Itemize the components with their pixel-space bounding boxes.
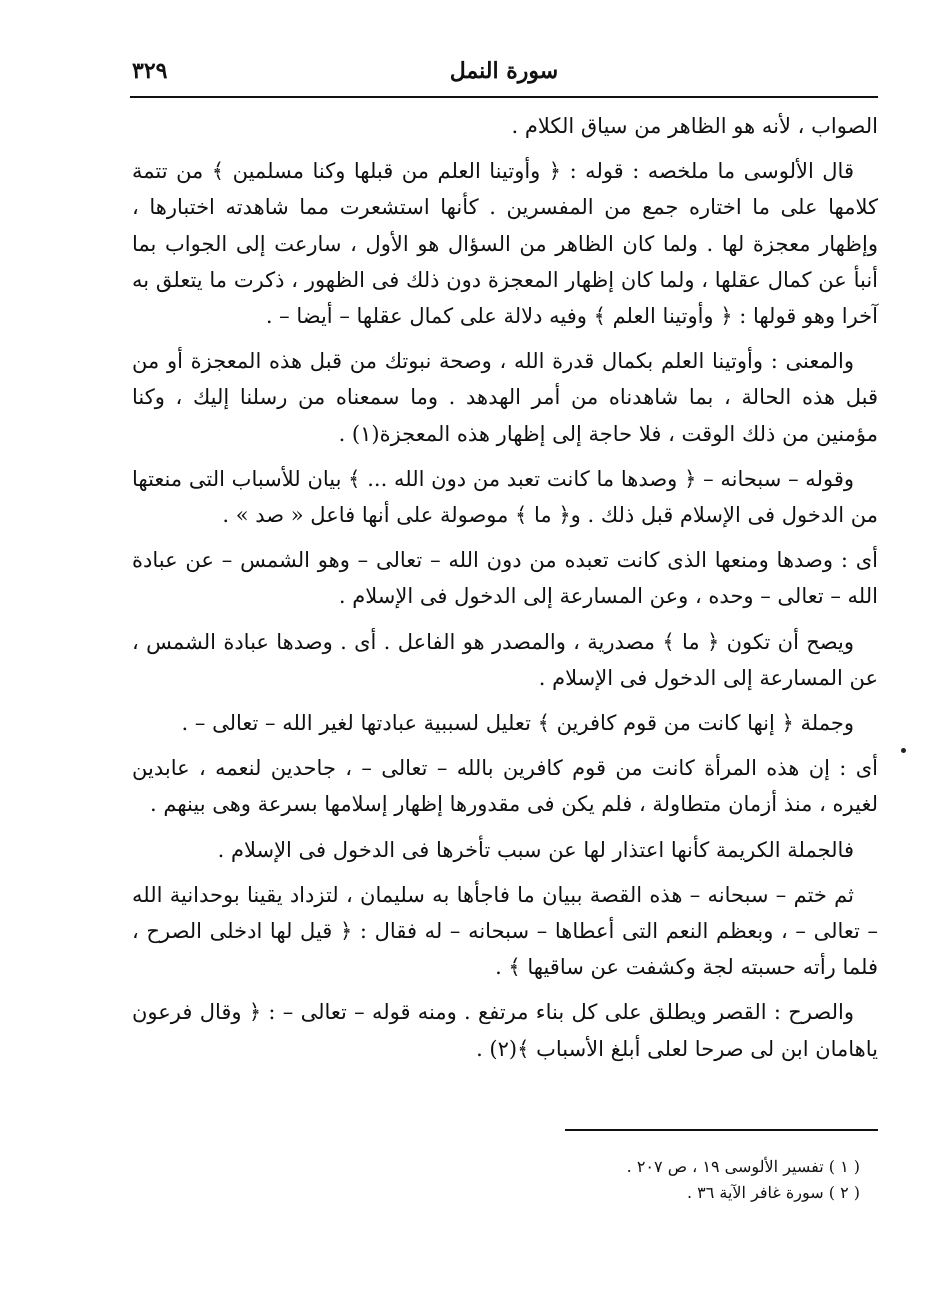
paragraph: الصواب ، لأنه هو الظاهر من سياق الكلام . (511, 114, 878, 138)
body-text (132, 108, 878, 1076)
paragraph: ثم ختم – سبحانه – هذه القصة ببيان ما فاجأها به سليمان ، لتزداد يقينا بوحدانية الله – تعالى – ، وبعظم النعم التى أعطاها – سبحانه – له فقال : ﴿ قيل لها ادخلى الصرح ، فلما رأته حسبته لجة وكشفت عن ساقيها ﴾ . (132, 882, 878, 980)
paragraph: وقوله – سبحانه – ﴿ وصدها ما كانت تعبد من دون الله ... ﴾ بيان للأسباب التى منعتها من الدخول فى الإسلام قبل ذلك . و﴿ ما ﴾ موصولة على أنها فاعل « صد » . (132, 466, 878, 528)
surah-title: سورة النمل (449, 58, 559, 84)
paragraph: أى : إن هذه المرأة كانت من قوم كافرين بالله – تعالى – ، جاحدين لنعمه ، عابدين لغيره ، منذ أزمان متطاولة ، فلم يكن فى مقدورها إظهار إسلامها بسرعة وهى بينهم . (132, 756, 878, 817)
paragraph: قال الألوسى ما ملخصه : قوله : ﴿ وأوتينا العلم من قبلها وكنا مسلمين ﴾ من تتمة كلامها على ما اختاره جمع من المفسرين . كأنها استشعرت مما شاهدته اختبارها ، وإظهار معجزة لها . ولما كان الظاهر من السؤال هو الأول ، سارعت إلى الجواب بما أنبأ عن كمال عقلها ، ولما كان إظهار المعجزة دون ذلك فى الظهور ، ذكرت ما يتعلق به آخرا وهو قولها : ﴿ وأوتينا العلم ﴾ وفيه دلالة على كمال عقلها – أيضا – . (132, 159, 878, 329)
footnote-separator (565, 1129, 878, 1131)
paragraph: وجملة ﴿ إنها كانت من قوم كافرين ﴾ تعليل لسببية عبادتها لغير الله – تعالى – . (181, 711, 854, 736)
footnotes (430, 1154, 860, 1206)
page-header (130, 56, 878, 98)
footnote: ( ٢ ) سورة غافر الآية ٣٦ . (686, 1183, 860, 1202)
paragraph: والصرح : القصر ويطلق على كل بناء مرتفع . ومنه قوله – تعالى – : ﴿ وقال فرعون ياهامان ابن لى صرحا لعلى أبلغ الأسباب ﴾(٢) . (132, 1000, 878, 1061)
paragraph: فالجملة الكريمة كأنها اعتذار لها عن سبب تأخرها فى الدخول فى الإسلام . (217, 837, 854, 862)
paragraph: أى : وصدها ومنعها الذى كانت تعبده من دون الله – تعالى – وهو الشمس – عن عبادة الله – تعالى – وحده ، وعن المسارعة إلى الدخول فى الإسلام . (132, 548, 878, 609)
paragraph: ويصح أن تكون ﴿ ما ﴾ مصدرية ، والمصدر هو الفاعل . أى . وصدها عبادة الشمس ، عن المسارعة إلى الدخول فى الإسلام . (132, 629, 878, 690)
paragraph: والمعنى : وأوتينا العلم بكمال قدرة الله ، وصحة نبوتك من قبل هذه المعجزة أو من قبل هذه الحالة ، بما شاهدناه من أمر الهدهد . وما سمعناه من رسلنا إليك ، وكنا مؤمنين من ذلك الوقت ، فلا حاجة إلى إظهار هذه المعجزة(١) . (132, 349, 878, 446)
footnote: ( ١ ) تفسير الألوسى ١٩ ، ص ٢٠٧ . (626, 1157, 860, 1176)
margin-dot (901, 748, 906, 753)
page-number: ٣٢٩ (132, 58, 168, 84)
